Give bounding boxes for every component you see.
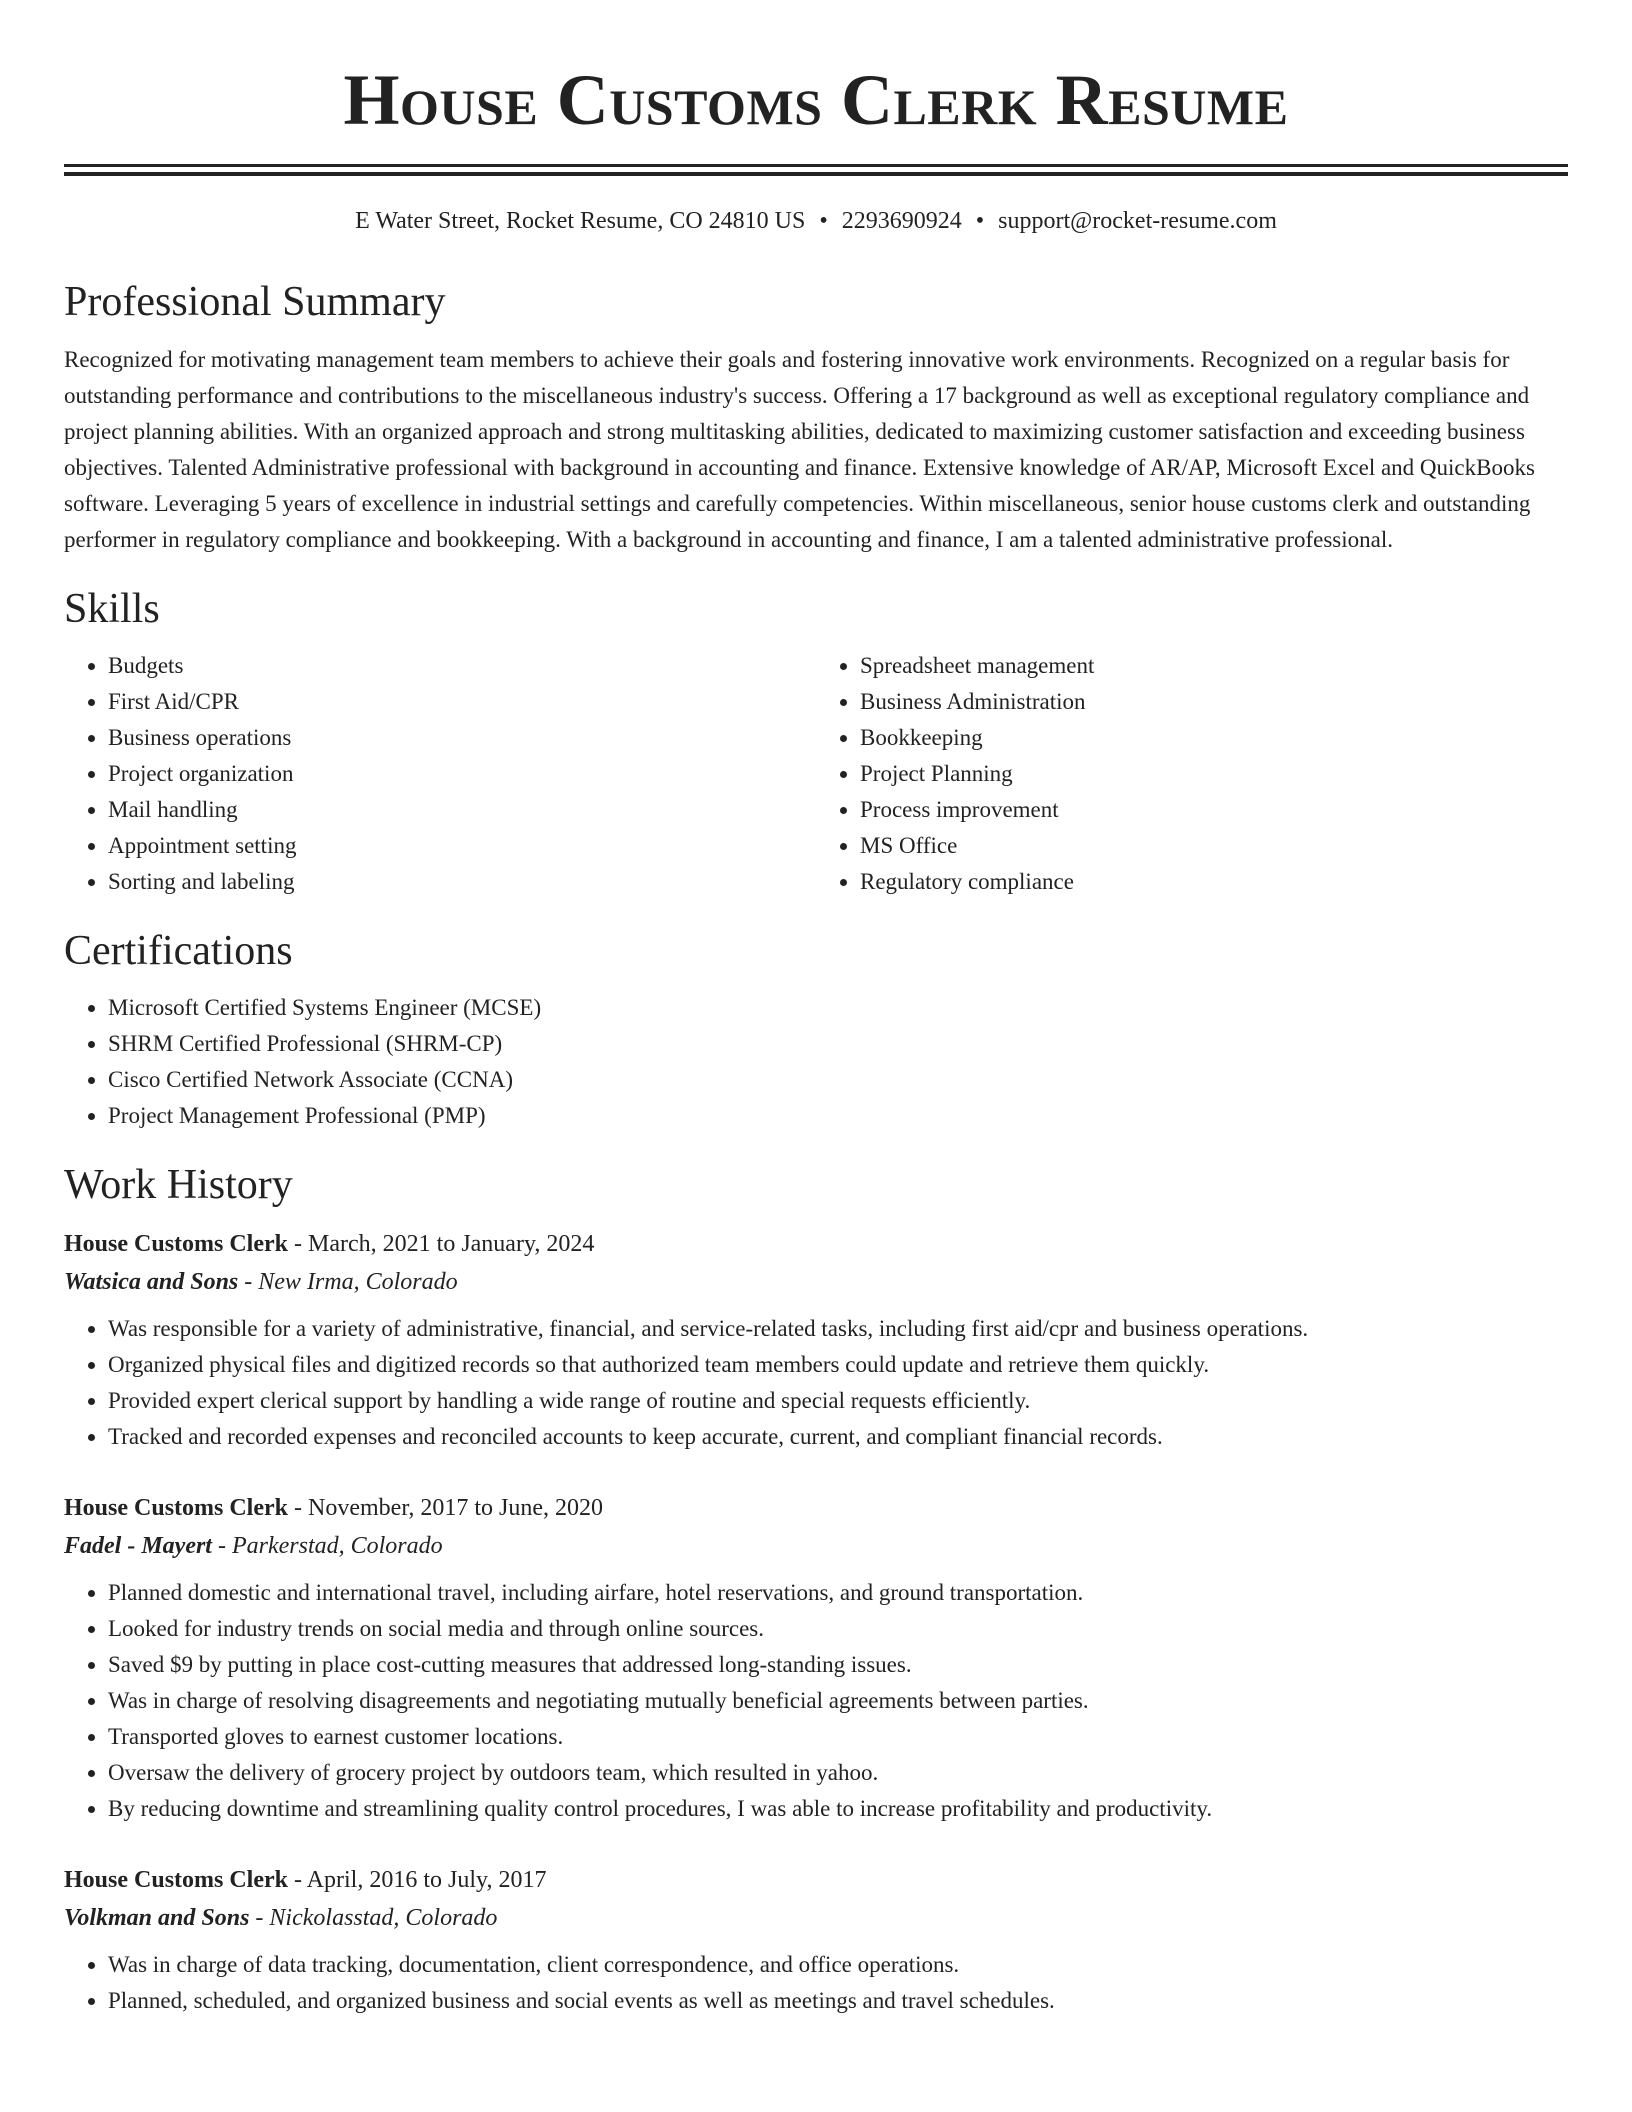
job-location: - Nickolasstad, Colorado bbox=[249, 1904, 498, 1931]
job-company: Volkman and Sons bbox=[64, 1904, 250, 1931]
job-title-line bbox=[64, 1861, 1568, 1899]
job-bullet: • Was responsible for a variety of administrative, financial, and service-related tasks, including first aid/cpr and business operations. bbox=[108, 1311, 1568, 1347]
resume-title: House Customs Clerk Resume bbox=[343, 60, 1289, 140]
skill-item: • Business Administration bbox=[860, 684, 1568, 720]
skill-item: • Process improvement bbox=[860, 792, 1568, 828]
title-double-rule bbox=[64, 164, 1568, 176]
professional-summary-section bbox=[64, 277, 1568, 557]
job-bullet: • Was in charge of resolving disagreements and negotiating mutually beneficial agreements between parties. bbox=[108, 1683, 1568, 1719]
certification-item: • SHRM Certified Professional (SHRM-CP) bbox=[108, 1026, 1568, 1062]
job-bullet: • Was in charge of data tracking, documentation, client correspondence, and office operations. bbox=[108, 1947, 1568, 1983]
skills-section bbox=[64, 584, 1568, 900]
section-heading-summary: Professional Summary bbox=[64, 279, 446, 326]
certification-item: • Cisco Certified Network Associate (CCNA) bbox=[108, 1062, 1568, 1098]
skill-item: • Appointment setting bbox=[108, 828, 816, 864]
job-title-line bbox=[64, 1225, 1568, 1263]
skill-item: • Spreadsheet management bbox=[860, 648, 1568, 684]
skill-item: • MS Office bbox=[860, 828, 1568, 864]
contact-email: support@rocket-resume.com bbox=[998, 208, 1277, 234]
job-entry bbox=[64, 1861, 1568, 2019]
job-bullets bbox=[64, 1947, 1568, 2019]
job-bullet: • Planned, scheduled, and organized business and social events as well as meetings and travel schedules. bbox=[108, 1983, 1568, 2019]
job-dates: - November, 2017 to June, 2020 bbox=[288, 1494, 604, 1521]
skills-right-column bbox=[816, 648, 1568, 900]
summary-paragraph: Recognized for motivating management team members to achieve their goals and fostering innovative work environments. Recognized on a regular basis for outstanding performance and contributions to the miscellaneous industry's success. Offering a 17 background as well as exceptional regulatory compliance and project planning abilities. With an organized approach and strong multitasking abilities, dedicated to maximizing customer satisfaction and exceeding business objectives. Talented Administrative professional with background in accounting and finance. Extensive knowledge of AR/AP, Microsoft Excel and QuickBooks software. Leveraging 5 years of excellence in industrial settings and carefully competencies. Within miscellaneous, senior house customs clerk and outstanding performer in regulatory compliance and bookkeeping. With a background in accounting and finance, I am a talented administrative professional. bbox=[64, 346, 1535, 552]
job-bullet: • Transported gloves to earnest customer locations. bbox=[108, 1719, 1568, 1755]
contact-separator: • bbox=[975, 208, 985, 234]
job-location: - New Irma, Colorado bbox=[238, 1268, 458, 1295]
certifications-section bbox=[64, 926, 1568, 1134]
job-title: House Customs Clerk bbox=[64, 1494, 289, 1521]
job-title: House Customs Clerk bbox=[64, 1866, 289, 1893]
job-bullet: • Oversaw the delivery of grocery project by outdoors team, which resulted in yahoo. bbox=[108, 1755, 1568, 1791]
work-history-section bbox=[64, 1160, 1568, 2018]
certification-item: • Microsoft Certified Systems Engineer (MCSE) bbox=[108, 990, 1568, 1026]
skill-item: • Business operations bbox=[108, 720, 816, 756]
section-heading-certifications: Certifications bbox=[64, 927, 293, 974]
job-bullet: • By reducing downtime and streamlining quality control procedures, I was able to increase profitability and productivity. bbox=[108, 1791, 1568, 1827]
job-bullet: • Provided expert clerical support by handling a wide range of routine and special requests efficiently. bbox=[108, 1383, 1568, 1419]
job-company-line bbox=[64, 1263, 1568, 1301]
job-bullet: • Saved $9 by putting in place cost-cutting measures that addressed long-standing issues. bbox=[108, 1647, 1568, 1683]
skill-item: • Regulatory compliance bbox=[860, 864, 1568, 900]
job-company: Fadel - Mayert bbox=[64, 1532, 212, 1559]
job-bullet: • Planned domestic and international travel, including airfare, hotel reservations, and ground transportation. bbox=[108, 1575, 1568, 1611]
job-entry bbox=[64, 1225, 1568, 1455]
job-bullets bbox=[64, 1311, 1568, 1455]
contact-separator: • bbox=[819, 208, 828, 234]
section-heading-skills: Skills bbox=[64, 585, 160, 632]
certifications-list bbox=[64, 990, 1568, 1134]
job-bullets bbox=[64, 1575, 1568, 1827]
contact-line bbox=[64, 206, 1568, 237]
job-company-line bbox=[64, 1899, 1568, 1937]
job-entry bbox=[64, 1489, 1568, 1827]
skill-item: • Budgets bbox=[108, 648, 816, 684]
job-company: Watsica and Sons bbox=[64, 1268, 239, 1295]
section-heading-work-history: Work History bbox=[64, 1162, 293, 1209]
skills-left-column bbox=[64, 648, 816, 900]
job-dates: - March, 2021 to January, 2024 bbox=[288, 1230, 595, 1257]
skills-columns bbox=[64, 648, 1568, 900]
skill-item: • Bookkeeping bbox=[860, 720, 1568, 756]
job-company-line bbox=[64, 1527, 1568, 1565]
job-location: - Parkerstad, Colorado bbox=[211, 1532, 443, 1559]
job-dates: - April, 2016 to July, 2017 bbox=[288, 1866, 547, 1893]
skill-item: • Project Planning bbox=[860, 756, 1568, 792]
skill-item: • Project organization bbox=[108, 756, 816, 792]
job-title-line bbox=[64, 1489, 1568, 1527]
certification-item: • Project Management Professional (PMP) bbox=[108, 1098, 1568, 1134]
skill-item: • First Aid/CPR bbox=[108, 684, 816, 720]
job-title: House Customs Clerk bbox=[64, 1230, 289, 1257]
contact-phone: 2293690924 bbox=[841, 208, 962, 234]
contact-address: E Water Street, Rocket Resume, CO 24810 US bbox=[355, 208, 806, 234]
job-bullet: • Tracked and recorded expenses and reconciled accounts to keep accurate, current, and compliant financial records. bbox=[108, 1419, 1568, 1455]
job-bullet: • Looked for industry trends on social media and through online sources. bbox=[108, 1611, 1568, 1647]
skill-item: • Mail handling bbox=[108, 792, 816, 828]
skill-item: • Sorting and labeling bbox=[108, 864, 816, 900]
job-bullet: • Organized physical files and digitized records so that authorized team members could update and retrieve them quickly. bbox=[108, 1347, 1568, 1383]
